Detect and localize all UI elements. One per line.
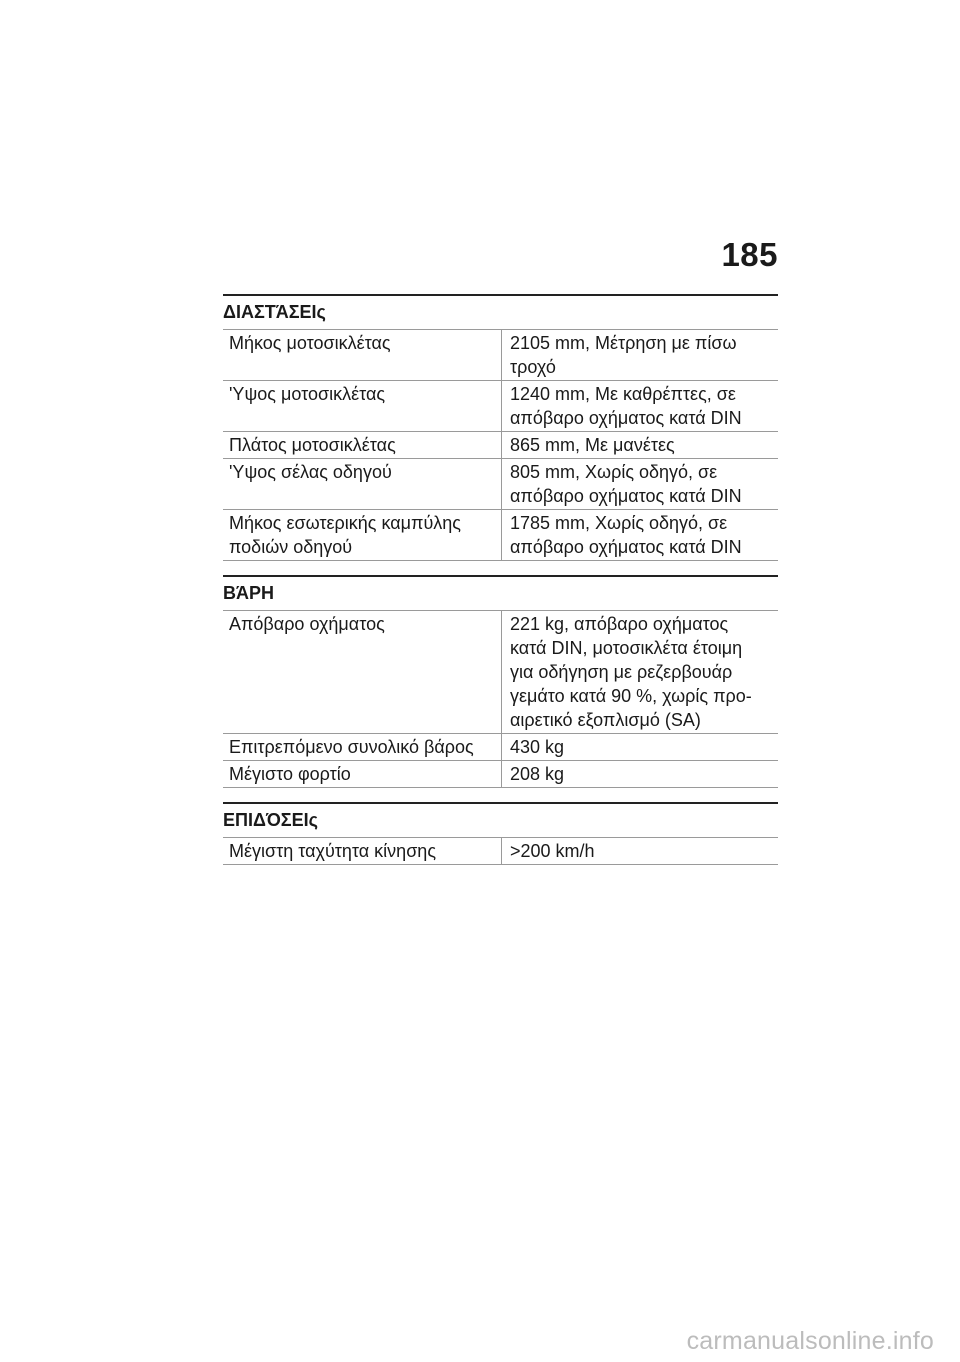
row-label: Επιτρεπόμενο συνολικό βάρος — [223, 734, 502, 761]
table-row — [223, 734, 778, 761]
table-row — [223, 761, 778, 788]
table-row — [223, 510, 778, 561]
row-value: 805 mm, Χωρίς οδηγό, σε απόβαρο οχήματος κατά DIN — [502, 459, 779, 510]
table-row — [223, 381, 778, 432]
row-label: Μέγιστη ταχύτητα κίνησης — [223, 838, 502, 865]
table-row — [223, 432, 778, 459]
row-value: >200 km/h — [502, 838, 779, 865]
section-title: ΕΠΙΔΌΣΕΙς — [223, 810, 318, 830]
section-weights — [223, 575, 778, 788]
row-label: Απόβαρο οχήματος — [223, 611, 502, 734]
spec-table — [223, 610, 778, 788]
row-value: 1240 mm, Με καθρέπτες, σε απόβαρο οχήματος κατά DIN — [502, 381, 779, 432]
table-row — [223, 838, 778, 865]
section-title: ΔΙΑΣΤΆΣΕΙς — [223, 302, 326, 322]
row-value: 208 kg — [502, 761, 779, 788]
row-value: 1785 mm, Χωρίς οδηγό, σε απόβαρο οχήματος κατά DIN — [502, 510, 779, 561]
row-label: Πλάτος μοτοσικλέτας — [223, 432, 502, 459]
section-dimensions — [223, 294, 778, 561]
row-value: 2105 mm, Μέτρηση με πίσω τροχό — [502, 330, 779, 381]
row-value: 430 kg — [502, 734, 779, 761]
watermark: carmanualsonline.info — [686, 1327, 934, 1355]
row-label: Μήκος μοτοσικλέτας — [223, 330, 502, 381]
spec-table — [223, 329, 778, 561]
row-label: Μέγιστο φορτίο — [223, 761, 502, 788]
table-row — [223, 459, 778, 510]
table-row — [223, 330, 778, 381]
section-performance — [223, 802, 778, 865]
page-number: 185 — [721, 236, 778, 273]
row-value: 865 mm, Με μανέτες — [502, 432, 779, 459]
table-row — [223, 611, 778, 734]
spec-table — [223, 837, 778, 865]
spec-content — [223, 294, 778, 879]
section-title: ΒΆΡΗ — [223, 583, 275, 603]
row-label: 'Υψος μοτοσικλέτας — [223, 381, 502, 432]
row-value: 221 kg, απόβαρο οχήματος κατά DIN, μοτοσικλέτα έτοιμη για οδήγηση με ρεζερβουάρ γεμάτο κατά 90 %, χωρίς προ- αιρετικό εξοπλισμό (SA) — [502, 611, 779, 734]
row-label: 'Υψος σέλας οδηγού — [223, 459, 502, 510]
row-label: Μήκος εσωτερικής καμπύλης ποδιών οδηγού — [223, 510, 502, 561]
